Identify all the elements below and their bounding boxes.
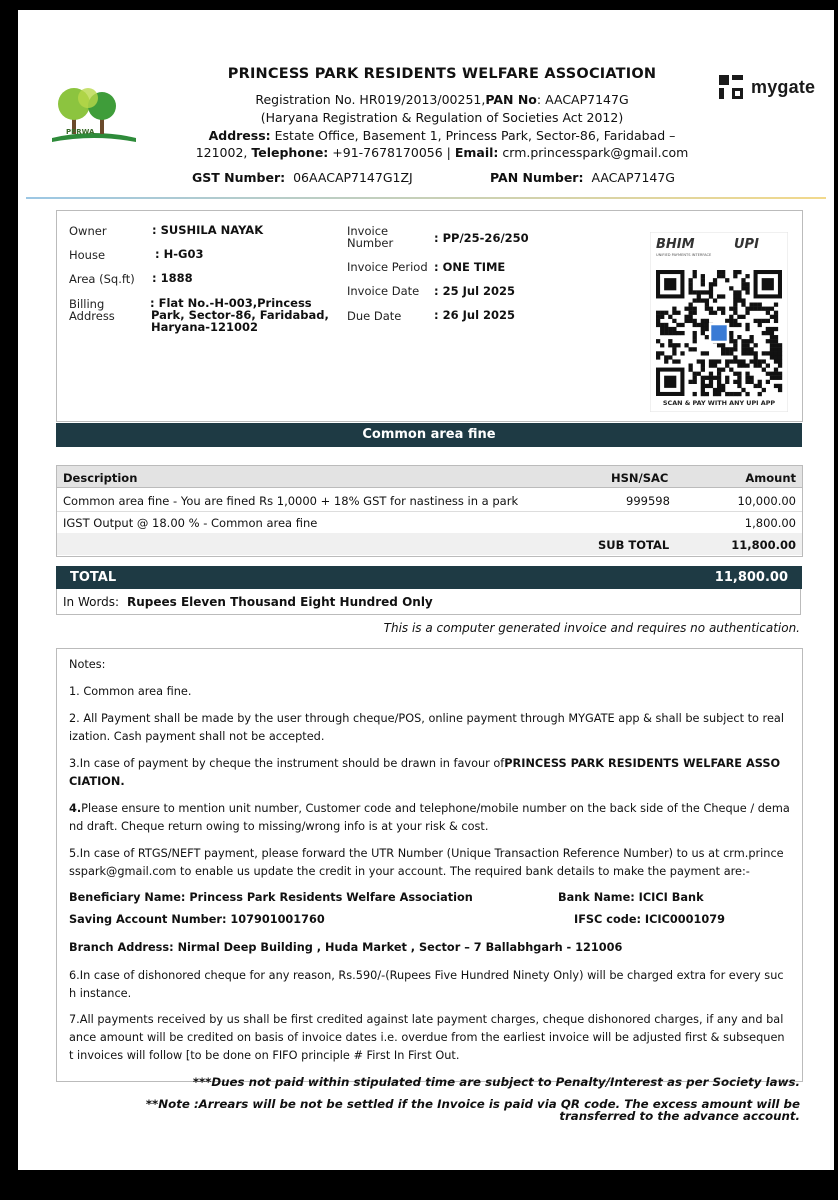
- invoice-number-value: : PP/25-26/250: [434, 231, 529, 245]
- note-6: 6.In case of dishonored cheque for any reason, Rs.590/-(Rupees Five Hundred Ninety Only) will be charged extra for every suc h instance.: [69, 969, 784, 1000]
- note-5: 5.In case of RTGS/NEFT payment, please forward the UTR Number (Unique Transaction Reference Number) to us at crm.prince sspark@gmail.com to enable us update the credit in your account. The required bank details to make the payment are:-: [69, 847, 784, 878]
- amount-in-words: [56, 589, 801, 615]
- upi-qr-panel: [650, 232, 788, 412]
- qr-note-footer: **Note :Arrears will be not be settled if the Invoice is paid via QR code. The excess amount will be transferred to the advance account.: [145, 1097, 800, 1123]
- due-date-value: : 26 Jul 2025: [434, 308, 516, 322]
- act-line: (Haryana Registration & Regulation of Societies Act 2012): [260, 110, 624, 125]
- brand-name: mygate: [751, 77, 816, 97]
- notes-box: [56, 648, 803, 1082]
- branch-address: Branch Address: Nirmal Deep Building , Huda Market , Sector – 7 Ballabhgarh - 121006: [69, 941, 623, 954]
- subtotal-label: SUB TOTAL: [598, 538, 670, 552]
- billing-address: : Flat No.-H-003,Princess Park, Sector-86, Faridabad, Haryana-121002: [150, 296, 329, 334]
- note-2: 2. All Payment shall be made by the user through cheque/POS, online payment through MYGATE app & shall be subject to real ization. Cash payment shall not be accepted.: [69, 712, 784, 743]
- due-date-label: Due Date: [347, 309, 402, 323]
- table-header: [57, 466, 802, 487]
- bhim-logo: BHIM: [656, 237, 695, 252]
- col-hsn: HSN/SAC: [611, 471, 669, 485]
- penalty-footer: ***Dues not paid within stipulated time are subject to Penalty/Interest as per Society laws.: [192, 1075, 800, 1089]
- house-label: House: [69, 248, 106, 262]
- row2-description: IGST Output @ 18.00 % - Common area fine: [63, 516, 318, 530]
- billing-label: Billing Address: [69, 297, 115, 323]
- note-4: 4.Please ensure to mention unit number, Customer code and telephone/mobile number on the back side of the Cheque / dema nd draft. Cheque return owing to missing/wrong info is at your risk & cost.: [69, 802, 790, 833]
- ifsc-code: IFSC code: ICIC0001079: [574, 913, 725, 926]
- subtotal-value: 11,800.00: [731, 538, 796, 552]
- total-value: 11,800.00: [714, 570, 788, 585]
- total-bar: [56, 566, 802, 589]
- beneficiary-name: Beneficiary Name: Princess Park Residents Welfare Association: [69, 891, 473, 904]
- note-7: 7.All payments received by us shall be first credited against late payment charges, cheque dishonored charges, if any and bal ance amount will be credited on basis of invoice dates i.e. overdue from the earliest invoice will be adjusted first & subsequen t invoices will follow [to be done on FIFO principle # First In First Out.: [69, 1013, 785, 1062]
- row1-amount: 10,000.00: [737, 494, 796, 508]
- section-title-bar: Common area fine: [56, 423, 802, 447]
- notes-title: Notes:: [69, 658, 106, 671]
- row1-hsn: 999598: [626, 494, 670, 508]
- line-items-table: [56, 465, 803, 557]
- house-value: : H-G03: [155, 247, 204, 261]
- scan-pay-text: SCAN & PAY WITH ANY UPI APP: [662, 399, 776, 407]
- bank-name: Bank Name: ICICI Bank: [558, 891, 704, 904]
- owner-label: Owner: [69, 224, 107, 238]
- col-amount: Amount: [745, 471, 796, 485]
- upi-logo: UPI: [734, 237, 759, 252]
- invoice-period-value: : ONE TIME: [434, 260, 506, 274]
- gst-number: GST Number: 06AACAP7147G1ZJ: [192, 170, 413, 185]
- bhim-subtitle: UNIFIED PAYMENTS INTERFACE: [656, 253, 712, 257]
- note-1: 1. Common area fine.: [69, 685, 192, 698]
- row1-description: Common area fine - You are fined Rs 1,0000 + 18% GST for nastiness in a park: [63, 494, 519, 508]
- invoice-period-label: Invoice Period: [347, 260, 428, 274]
- address-line: Address: Estate Office, Basement 1, Princess Park, Sector-86, Faridabad –: [208, 128, 676, 143]
- header-divider: [26, 197, 826, 199]
- logo-text: PPRWA: [66, 128, 95, 136]
- pan-number: PAN Number: AACAP7147G: [490, 170, 675, 185]
- computer-generated-note: This is a computer generated invoice and requires no authentication.: [383, 621, 800, 635]
- total-label: TOTAL: [70, 570, 117, 585]
- contact-line: 121002, Telephone: +91-7678170056 | Email: crm.princesspark@gmail.com: [195, 145, 689, 160]
- org-name: PRINCESS PARK RESIDENTS WELFARE ASSOCIATION: [227, 66, 657, 82]
- account-number: Saving Account Number: 107901001760: [69, 913, 325, 926]
- area-label: Area (Sq.ft): [69, 272, 135, 286]
- area-value: : 1888: [152, 271, 193, 285]
- words-label: In Words:: [63, 595, 120, 609]
- words-value: Rupees Eleven Thousand Eight Hundred Only: [127, 595, 433, 609]
- col-description: Description: [63, 471, 138, 485]
- invoice-page: [18, 10, 834, 1170]
- invoice-number-label: Invoice Number: [347, 224, 394, 250]
- owner-value: : SUSHILA NAYAK: [152, 223, 264, 237]
- invoice-date-label: Invoice Date: [347, 284, 420, 298]
- row2-amount: 1,800.00: [744, 516, 796, 530]
- subtotal-row: [57, 533, 802, 555]
- note-3: 3.In case of payment by cheque the instrument should be drawn in favour ofPRINCESS PARK RESIDENTS WELFARE ASSO CIATION.: [69, 757, 781, 788]
- invoice-date-value: : 25 Jul 2025: [434, 284, 516, 298]
- registration-line: Registration No. HR019/2013/00251,PAN No: AACAP7147G: [255, 92, 629, 107]
